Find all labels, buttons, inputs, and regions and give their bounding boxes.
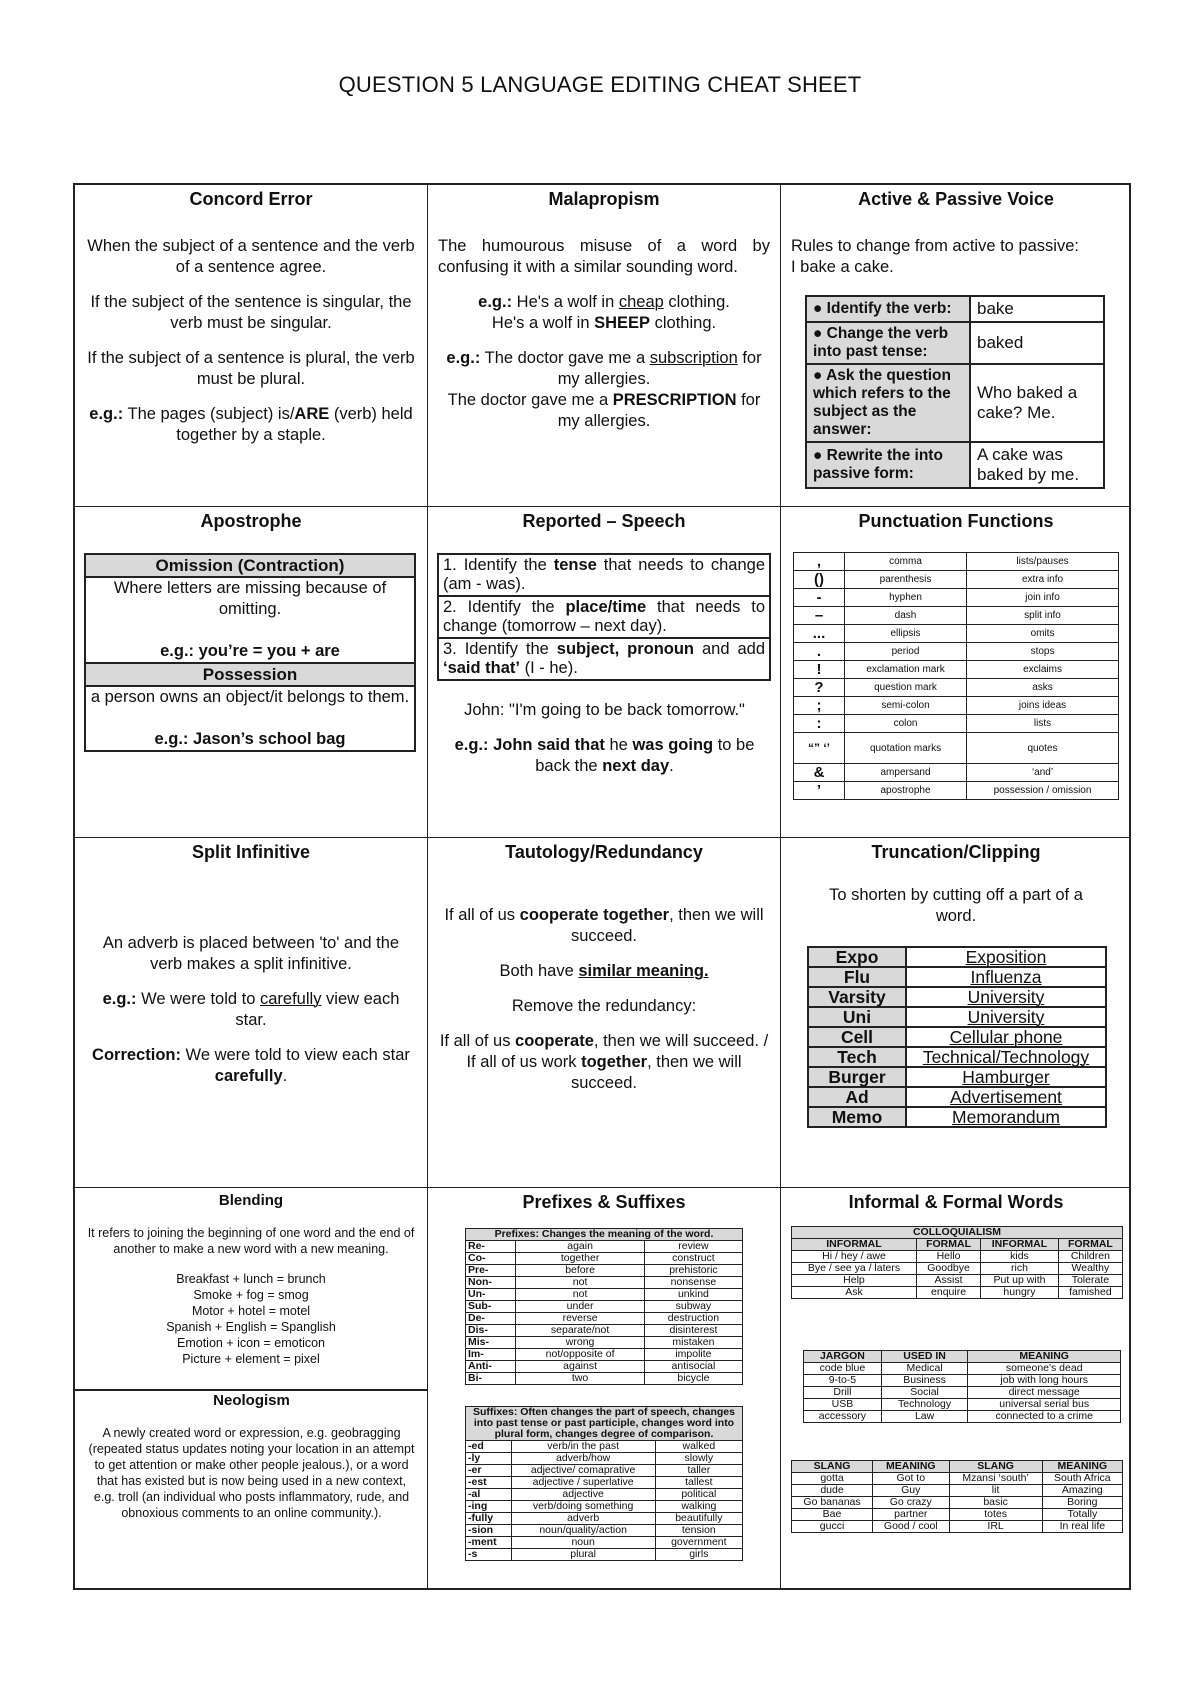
table-row: ? question mark asks (794, 679, 1119, 697)
prefixes-suffixes-section (428, 1188, 781, 1590)
blending-example: Picture + element = pixel (182, 1352, 320, 1366)
table-row: Burger Hamburger (808, 1067, 1106, 1087)
table-row: Ask enquire hungry famished (792, 1287, 1123, 1299)
page-title: QUESTION 5 LANGUAGE EDITING CHEAT SHEET (338, 72, 862, 97)
section-heading: Concord Error (189, 189, 313, 209)
reported-example: e.g.: John said that he was going to be back the next day. (454, 736, 755, 775)
prefixes-table (465, 1228, 743, 1385)
table-row: Bi- two bicycle (466, 1373, 743, 1385)
table-row: Drill Social direct message (804, 1387, 1121, 1399)
table-row: -ing verb/doing something walking (466, 1501, 743, 1513)
table-row: -sion noun/quality/action tension (466, 1525, 743, 1537)
table-row: Tech Technical/Technology (808, 1047, 1106, 1067)
tautology-correction: If all of us cooperate, then we will succeed. / If all of us work together, then we will succeed. (439, 1032, 769, 1092)
table-row: ● Ask the question which refers to the subject as the answer: Who baked a cake? Me. (806, 364, 1104, 442)
table-row: ● Rewrite the into passive form: A cake was baked by me. (806, 442, 1104, 488)
section-heading: Malapropism (548, 189, 660, 209)
table-row: Ad Advertisement (808, 1087, 1106, 1107)
apostrophe-table (84, 553, 416, 752)
malapropism-section (428, 185, 781, 507)
apostrophe-section (75, 507, 428, 838)
table-row: Varsity University (808, 987, 1106, 1007)
table-row: Bae partner totes Totally (792, 1509, 1123, 1521)
split-definition: An adverb is placed between 'to' and the verb makes a split infinitive. (102, 934, 400, 973)
table-row: Cell Cellular phone (808, 1027, 1106, 1047)
divider (75, 1389, 428, 1391)
jargon-table: JARGON USED IN MEANING code blue Medical someone's dead 9-to-5 Business job with long hours Drill Social direct message USB Technology universal serial bus accessory Law connected to a crime (803, 1350, 1121, 1423)
table-row: Anti- against antisocial (466, 1361, 743, 1373)
colloquialism-title: COLLOQUIALISM (792, 1227, 1123, 1239)
table-row: -s plural girls (466, 1549, 743, 1561)
table-row: Help Assist Put up with Tolerate (792, 1275, 1123, 1287)
table-row: Un- not unkind (466, 1289, 743, 1301)
table-row: 3. Identify the subject, pronoun and add ‘said that’ (I - he). (438, 638, 770, 680)
table-row: De- reverse destruction (466, 1313, 743, 1325)
table-row: - hyphen join info (794, 589, 1119, 607)
concord-example: e.g.: The pages (subject) is/ARE (verb) held together by a staple. (89, 405, 413, 444)
reported-quote: John: "I'm going to be back tomorrow." (464, 701, 745, 719)
tautology-instruction: Remove the redundancy: (511, 997, 697, 1015)
blending-definition: It refers to joining the beginning of one word and the end of another to make a new word with a new meaning. (87, 1226, 415, 1256)
table-row: 1. Identify the tense that needs to change (am - was). (438, 554, 770, 596)
section-heading: Tautology/Redundancy (505, 842, 703, 862)
truncation-section (781, 838, 1131, 1188)
concord-definition: When the subject of a sentence and the verb of a sentence agree. (87, 237, 415, 276)
table-row: Expo Exposition (808, 947, 1106, 967)
table-row: Bye / see ya / laters Goodbye rich Wealthy (792, 1263, 1123, 1275)
table-row: & ampersand ‘and’ (794, 764, 1119, 782)
tautology-note: Both have similar meaning. (499, 962, 709, 980)
table-row: accessory Law connected to a crime (804, 1411, 1121, 1423)
table-row: code blue Medical someone's dead (804, 1363, 1121, 1375)
table-row: ; semi-colon joins ideas (794, 697, 1119, 715)
table-row: gucci Good / cool IRL In real life (792, 1521, 1123, 1533)
neologism-definition: A newly created word or expression, e.g. geobragging (repeated status updates noting your location in an attempt to get attention or make other people jealous.), or a word that has existed but is now being used in a new context, e.g. troll (an individual who posts inflammatory, rude, and obnoxious comments to an online community.). (88, 1426, 415, 1520)
section-heading: Blending (218, 1192, 284, 1209)
section-heading: Active & Passive Voice (858, 189, 1054, 209)
blending-example: Motor + hotel = motel (191, 1304, 311, 1318)
table-row: – dash split info (794, 607, 1119, 625)
section-heading: Reported – Speech (522, 511, 686, 531)
truncation-table (807, 946, 1107, 1128)
table-row: Re- again review (466, 1241, 743, 1253)
slang-table: SLANG MEANING SLANG MEANING gotta Got to Mzansi ‘south’ South Africa dude Guy lit Amazing Go bananas Go crazy basic Boring Bae partner totes Totally gucci Good / cool IRL In real life (791, 1460, 1123, 1533)
table-row: -ment noun government (466, 1537, 743, 1549)
concord-error-section (75, 185, 428, 507)
table-row: Mis- wrong mistaken (466, 1337, 743, 1349)
table-row: Hi / hey / awe Hello kids Children (792, 1251, 1123, 1263)
section-heading: Truncation/Clipping (871, 842, 1041, 862)
table-row: -al adjective political (466, 1489, 743, 1501)
malapropism-definition: The humourous misuse of a word by confusing it with a similar sounding word. (438, 237, 770, 276)
table-row: dude Guy lit Amazing (792, 1485, 1123, 1497)
suffixes-title: Suffixes: Often changes the part of speech, changes into past tense or past participle, changes word into plural form, changes degree of comparison. (466, 1407, 743, 1441)
table-row: Memo Memorandum (808, 1107, 1106, 1127)
malapropism-example-1: e.g.: He's a wolf in cheap clothing. He's a wolf in SHEEP clothing. (478, 293, 730, 332)
blending-example: Smoke + fog = smog (193, 1288, 309, 1302)
colloquialism-table: COLLOQUIALISM INFORMAL FORMAL INFORMAL FORMAL Hi / hey / awe Hello kids Children Bye / see ya / laters Goodbye rich Wealthy Help Assist Put up with Tolerate Ask enquire hungry famished (791, 1226, 1123, 1299)
section-heading: Punctuation Functions (858, 511, 1054, 531)
split-correction: Correction: We were told to view each star carefully. (92, 1046, 410, 1085)
concord-singular-rule: If the subject of the sentence is singular, the verb must be singular. (90, 293, 412, 332)
table-row: 9-to-5 Business job with long hours (804, 1375, 1121, 1387)
blending-example: Emotion + icon = emoticon (177, 1336, 325, 1350)
prefixes-title: Prefixes: Changes the meaning of the word. (466, 1229, 743, 1241)
malapropism-example-2: e.g.: The doctor gave me a subscription for my allergies. The doctor gave me a PRESCRIPTION for my allergies. (446, 349, 762, 430)
table-row: Uni University (808, 1007, 1106, 1027)
table-row: Sub- under subway (466, 1301, 743, 1313)
punctuation-table (793, 552, 1119, 800)
active-passive-section (781, 185, 1131, 507)
voice-steps-table (805, 295, 1105, 489)
truncation-definition: To shorten by cutting off a part of a word. (829, 886, 1083, 925)
cheat-sheet-grid (73, 183, 1131, 1590)
table-row: ’ apostrophe possession / omission (794, 782, 1119, 800)
table-row: ● Identify the verb: bake (806, 296, 1104, 322)
table-row: : colon lists (794, 715, 1119, 733)
section-heading: Neologism (213, 1392, 290, 1409)
table-row: , comma lists/pauses (794, 553, 1119, 571)
reported-steps-table (437, 553, 771, 681)
blending-neologism-section (75, 1188, 428, 1590)
table-row: “” ‘’ quotation marks quotes (794, 733, 1119, 764)
section-heading: Informal & Formal Words (848, 1192, 1064, 1212)
table-row: Non- not nonsense (466, 1277, 743, 1289)
table-row: () parenthesis extra info (794, 571, 1119, 589)
section-heading: Split Infinitive (191, 842, 310, 862)
possession-body: a person owns an object/it belongs to them. e.g.: Jason’s school bag (85, 686, 415, 751)
blending-example: Spanish + English = Spanglish (166, 1320, 336, 1334)
table-row: -est adjective / superlative tallest (466, 1477, 743, 1489)
informal-formal-section (781, 1188, 1131, 1590)
suffixes-table (465, 1406, 743, 1561)
table-row: Co- together construct (466, 1253, 743, 1265)
section-heading: Prefixes & Suffixes (522, 1192, 686, 1212)
omission-body: Where letters are missing because of omitting. e.g.: you’re = you + are (85, 577, 415, 663)
tautology-example: If all of us cooperate together, then we will succeed. (444, 906, 764, 945)
omission-title: Omission (Contraction) (85, 554, 415, 577)
blending-example: Breakfast + lunch = brunch (176, 1272, 326, 1286)
table-row: Flu Influenza (808, 967, 1106, 987)
table-row: Dis- separate/not disinterest (466, 1325, 743, 1337)
table-row: -fully adverb beautifully (466, 1513, 743, 1525)
reported-speech-section (428, 507, 781, 838)
table-row: Pre- before prehistoric (466, 1265, 743, 1277)
table-row: USB Technology universal serial bus (804, 1399, 1121, 1411)
tautology-section (428, 838, 781, 1188)
table-row: Go bananas Go crazy basic Boring (792, 1497, 1123, 1509)
table-row: Im- not/opposite of impolite (466, 1349, 743, 1361)
possession-title: Possession (85, 663, 415, 686)
table-row: -ly adverb/how slowly (466, 1453, 743, 1465)
section-heading: Apostrophe (200, 511, 302, 531)
table-row: 2. Identify the place/time that needs to change (tomorrow – next day). (438, 596, 770, 638)
table-row: -er adjective/ comaprative taller (466, 1465, 743, 1477)
split-infinitive-section (75, 838, 428, 1188)
table-row: -ed verb/in the past walked (466, 1441, 743, 1453)
table-row: ● Change the verb into past tense: baked (806, 322, 1104, 364)
punctuation-section (781, 507, 1131, 838)
table-row: ! exclamation mark exclaims (794, 661, 1119, 679)
table-row: gotta Got to Mzansi ‘south’ South Africa (792, 1473, 1123, 1485)
voice-intro: Rules to change from active to passive: I bake a cake. (791, 237, 1079, 276)
split-example: e.g.: We were told to carefully view each star. (102, 990, 400, 1029)
table-row: . period stops (794, 643, 1119, 661)
table-row: ... ellipsis omits (794, 625, 1119, 643)
concord-plural-rule: If the subject of a sentence is plural, the verb must be plural. (87, 349, 415, 388)
